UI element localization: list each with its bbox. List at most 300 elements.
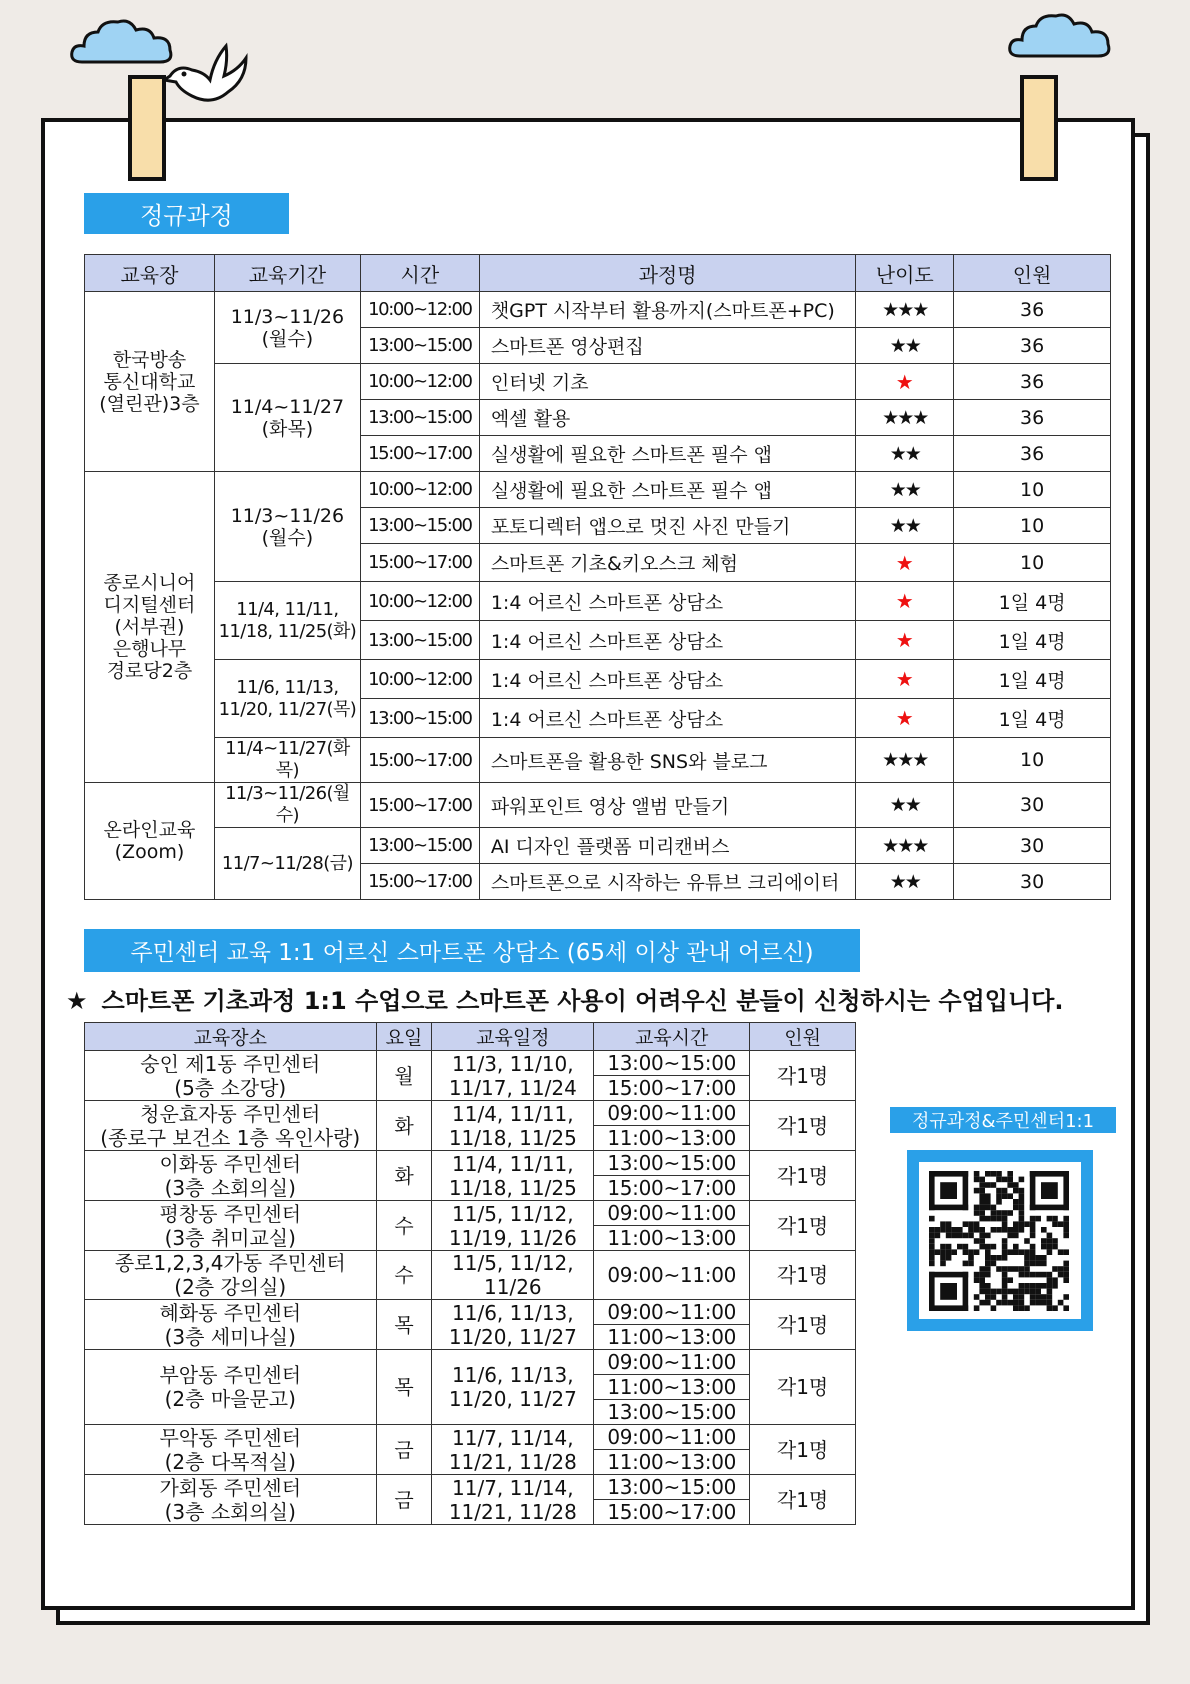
qr-module (1013, 1227, 1019, 1233)
red-star-icon: ★ (895, 706, 914, 730)
people-cell: 36 (954, 400, 1111, 436)
qr-module (946, 1244, 952, 1250)
qr-module (1002, 1294, 1008, 1300)
center-notice-text: 스마트폰 기초과정 1:1 수업으로 스마트폰 사용이 어려우신 분들이 신청하시는 수업입니다. (101, 987, 1064, 1015)
period-cell: 11/3~11/26(월수) (214, 783, 360, 828)
qr-module (1024, 1305, 1030, 1311)
qr-module (1030, 1227, 1036, 1233)
star-rating-icon: ★★ (889, 870, 920, 893)
qr-module (940, 1244, 946, 1250)
qr-module (996, 1255, 1002, 1261)
qr-finder-part (929, 1205, 968, 1211)
qr-module (996, 1177, 1002, 1183)
level-cell (856, 582, 954, 621)
time-cell: 10:00~12:00 (360, 660, 479, 699)
time-cell: 15:00~17:00 (594, 1076, 750, 1101)
dates-cell: 11/3, 11/10, 11/17, 11/24 (432, 1051, 594, 1101)
qr-module (1007, 1289, 1013, 1295)
dates-cell: 11/7, 11/14, 11/21, 11/28 (432, 1425, 594, 1475)
people-cell: 각1명 (750, 1101, 856, 1151)
time-cell: 09:00~11:00 (594, 1425, 750, 1450)
tape-right (1020, 75, 1058, 181)
day-cell: 금 (376, 1425, 432, 1475)
qr-module (979, 1244, 985, 1250)
qr-module (929, 1244, 935, 1250)
qr-finder-part (963, 1171, 969, 1210)
people-cell: 30 (954, 783, 1111, 828)
qr-module (974, 1294, 980, 1300)
qr-module (1013, 1188, 1019, 1194)
qr-module (1035, 1272, 1041, 1278)
qr-module (1007, 1210, 1013, 1216)
table-row (85, 1151, 856, 1176)
venue-cell: 한국방송 통신대학교 (열린관)3층 (85, 292, 215, 472)
period-cell: 11/7~11/28(금) (214, 828, 360, 900)
qr-module (985, 1244, 991, 1250)
qr-module (935, 1233, 941, 1239)
day-cell: 목 (376, 1300, 432, 1350)
qr-module (1030, 1233, 1036, 1239)
level-cell (856, 508, 954, 544)
qr-module (1035, 1294, 1041, 1300)
qr-code-icon[interactable] (919, 1162, 1081, 1319)
star-rating-icon: ★★ (889, 334, 920, 357)
qr-module (979, 1227, 985, 1233)
qr-module (974, 1188, 980, 1194)
col-header-time: 시간 (360, 255, 479, 292)
table-row (85, 1350, 856, 1375)
place-cell: 이화동 주민센터 (3층 소회의실) (85, 1151, 377, 1201)
qr-module (1052, 1283, 1058, 1289)
dates-cell: 11/7, 11/14, 11/21, 11/28 (432, 1475, 594, 1525)
qr-module (1019, 1305, 1025, 1311)
qr-module (991, 1171, 997, 1177)
qr-module (1047, 1216, 1053, 1222)
qr-module (1013, 1289, 1019, 1295)
people-cell: 30 (954, 828, 1111, 864)
level-cell (856, 544, 954, 582)
qr-module (1019, 1266, 1025, 1272)
course-cell: 1:4 어르신 스마트폰 상담소 (479, 699, 855, 738)
qr-module (979, 1272, 985, 1278)
people-cell: 10 (954, 544, 1111, 582)
qr-module (1041, 1244, 1047, 1250)
qr-module (1007, 1266, 1013, 1272)
level-cell (856, 472, 954, 508)
qr-module (979, 1205, 985, 1211)
time-cell: 13:00~15:00 (594, 1475, 750, 1500)
qr-module (929, 1255, 935, 1261)
star-rating-icon: ★★★ (882, 298, 928, 321)
qr-module (1052, 1244, 1058, 1250)
course-cell: 1:4 어르신 스마트폰 상담소 (479, 621, 855, 660)
qr-module (1002, 1272, 1008, 1278)
qr-module (979, 1210, 985, 1216)
qr-module (1019, 1294, 1025, 1300)
star-rating-icon: ★★★ (882, 834, 928, 857)
qr-module (1024, 1249, 1030, 1255)
qr-finder-part (1041, 1182, 1058, 1199)
qr-module (1063, 1294, 1069, 1300)
qr-module (1030, 1261, 1036, 1267)
qr-module (1052, 1266, 1058, 1272)
day-cell: 수 (376, 1251, 432, 1300)
qr-module (1007, 1193, 1013, 1199)
course-cell: 스마트폰을 활용한 SNS와 블로그 (479, 738, 855, 783)
qr-module (1047, 1272, 1053, 1278)
qr-module (1035, 1255, 1041, 1261)
qr-module (1052, 1216, 1058, 1222)
qr-module (1047, 1249, 1053, 1255)
qr-module (985, 1216, 991, 1222)
qr-module (1030, 1272, 1036, 1278)
qr-module (940, 1221, 946, 1227)
time-cell: 10:00~12:00 (360, 582, 479, 621)
qr-module (1047, 1233, 1053, 1239)
time-cell: 15:00~17:00 (594, 1176, 750, 1201)
level-cell (856, 328, 954, 364)
qr-module (1019, 1188, 1025, 1194)
time-cell: 13:00~15:00 (360, 828, 479, 864)
course-cell: 실생활에 필요한 스마트폰 필수 앱 (479, 436, 855, 472)
qr-module (1063, 1272, 1069, 1278)
qr-module (963, 1261, 969, 1267)
qr-module (1063, 1305, 1069, 1311)
qr-module (979, 1193, 985, 1199)
qr-module (963, 1249, 969, 1255)
qr-module (979, 1177, 985, 1183)
qr-module (985, 1255, 991, 1261)
table-row (85, 1251, 856, 1300)
qr-module (1030, 1300, 1036, 1306)
qr-module (1013, 1233, 1019, 1239)
qr-module (979, 1199, 985, 1205)
qr-module (940, 1249, 946, 1255)
time-cell: 15:00~17:00 (360, 544, 479, 582)
qr-module (957, 1227, 963, 1233)
qr-module (963, 1244, 969, 1250)
qr-module (991, 1182, 997, 1188)
table-row (85, 1475, 856, 1500)
level-cell (856, 828, 954, 864)
qr-module (1013, 1300, 1019, 1306)
qr-module (1047, 1289, 1053, 1295)
qr-module (1013, 1294, 1019, 1300)
qr-module (979, 1283, 985, 1289)
table-row (85, 660, 1111, 699)
qr-module (1013, 1182, 1019, 1188)
qr-module (991, 1216, 997, 1222)
qr-module (996, 1289, 1002, 1295)
dates-cell: 11/6, 11/13, 11/20, 11/27 (432, 1300, 594, 1350)
qr-module (1041, 1272, 1047, 1278)
qr-module (1002, 1193, 1008, 1199)
qr-module (1035, 1216, 1041, 1222)
qr-module (974, 1210, 980, 1216)
qr-module (996, 1216, 1002, 1222)
qr-module (1058, 1266, 1064, 1272)
qr-module (991, 1255, 997, 1261)
qr-module (979, 1277, 985, 1283)
qr-module (985, 1171, 991, 1177)
qr-module (940, 1261, 946, 1267)
people-cell: 각1명 (750, 1251, 856, 1300)
qr-module (929, 1238, 935, 1244)
qr-module (1013, 1305, 1019, 1311)
qr-finder-part (1063, 1171, 1069, 1210)
course-cell: AI 디자인 플랫폼 미리캔버스 (479, 828, 855, 864)
qr-module (991, 1294, 997, 1300)
qr-module (1007, 1277, 1013, 1283)
table-row (85, 1425, 856, 1450)
qr-module (1047, 1277, 1053, 1283)
period-cell: 11/4, 11/11, 11/18, 11/25(화) (214, 582, 360, 660)
table-row (85, 1201, 856, 1226)
qr-finder-part (940, 1283, 957, 1300)
qr-module (946, 1221, 952, 1227)
day-cell: 화 (376, 1101, 432, 1151)
people-cell: 각1명 (750, 1051, 856, 1101)
qr-module (1024, 1266, 1030, 1272)
col-header-people: 인원 (954, 255, 1111, 292)
qr-module (1030, 1221, 1036, 1227)
time-cell: 09:00~11:00 (594, 1251, 750, 1300)
qr-module (1030, 1249, 1036, 1255)
day-cell: 수 (376, 1201, 432, 1251)
qr-module (996, 1199, 1002, 1205)
qr-module (1063, 1227, 1069, 1233)
qr-module (1002, 1244, 1008, 1250)
qr-module (991, 1305, 997, 1311)
period-cell: 11/4~11/27(화목) (214, 738, 360, 783)
qr-module (1024, 1283, 1030, 1289)
qr-finder-part (940, 1182, 957, 1199)
qr-module (929, 1233, 935, 1239)
qr-module (991, 1289, 997, 1295)
dates-cell: 11/4, 11/11, 11/18, 11/25 (432, 1101, 594, 1151)
time-cell: 10:00~12:00 (360, 472, 479, 508)
people-cell: 36 (954, 292, 1111, 328)
col-header-course: 과정명 (479, 255, 855, 292)
qr-module (1002, 1277, 1008, 1283)
qr-module (1007, 1233, 1013, 1239)
qr-module (1007, 1171, 1013, 1177)
qr-module (940, 1255, 946, 1261)
qr-module (974, 1272, 980, 1278)
qr-module (1013, 1244, 1019, 1250)
qr-module (1041, 1255, 1047, 1261)
time-cell: 10:00~12:00 (360, 292, 479, 328)
red-star-icon: ★ (895, 369, 914, 394)
venue-cell: 온라인교육 (Zoom) (85, 783, 215, 900)
qr-module (1024, 1238, 1030, 1244)
qr-module (979, 1266, 985, 1272)
star-rating-icon: ★★ (889, 514, 920, 537)
time-cell: 11:00~13:00 (594, 1325, 750, 1350)
day-cell: 금 (376, 1475, 432, 1525)
qr-module (951, 1249, 957, 1255)
qr-module (1002, 1289, 1008, 1295)
qr-module (1041, 1283, 1047, 1289)
qr-module (1063, 1277, 1069, 1283)
qr-module (991, 1210, 997, 1216)
qr-module (996, 1227, 1002, 1233)
qr-module (935, 1227, 941, 1233)
qr-module (1019, 1300, 1025, 1306)
qr-module (991, 1227, 997, 1233)
regular-course-table (84, 254, 1111, 900)
qr-module (1058, 1249, 1064, 1255)
qr-module (1007, 1300, 1013, 1306)
qr-module (996, 1300, 1002, 1306)
time-cell: 11:00~13:00 (594, 1450, 750, 1475)
place-cell: 가회동 주민센터 (3층 소회의실) (85, 1475, 377, 1525)
qr-module (957, 1244, 963, 1250)
time-cell: 09:00~11:00 (594, 1101, 750, 1126)
qr-module (968, 1227, 974, 1233)
dates-cell: 11/5, 11/12, 11/19, 11/26 (432, 1201, 594, 1251)
qr-module (929, 1249, 935, 1255)
time-cell: 11:00~13:00 (594, 1126, 750, 1151)
qr-module (1024, 1272, 1030, 1278)
qr-module (985, 1283, 991, 1289)
qr-module (974, 1227, 980, 1233)
qr-module (979, 1238, 985, 1244)
time-cell: 15:00~17:00 (360, 783, 479, 828)
time-cell: 10:00~12:00 (360, 364, 479, 400)
qr-module (968, 1261, 974, 1267)
qr-module (1041, 1238, 1047, 1244)
qr-module (946, 1255, 952, 1261)
table-row (85, 292, 1111, 328)
qr-module (1002, 1188, 1008, 1194)
people-cell: 10 (954, 472, 1111, 508)
qr-module (985, 1182, 991, 1188)
qr-module (1019, 1193, 1025, 1199)
qr-module (1052, 1277, 1058, 1283)
venue-cell: 종로시니어 디지털센터 (서부권) 은행나무 경로당2층 (85, 472, 215, 783)
qr-module (979, 1216, 985, 1222)
qr-module (1052, 1221, 1058, 1227)
time-cell: 13:00~15:00 (360, 508, 479, 544)
people-cell: 각1명 (750, 1425, 856, 1475)
qr-module (974, 1171, 980, 1177)
qr-module (985, 1261, 991, 1267)
col-header-times: 교육시간 (594, 1023, 750, 1051)
col-header-venue: 교육장 (85, 255, 215, 292)
qr-finder-part (929, 1272, 935, 1311)
qr-module (1052, 1305, 1058, 1311)
dates-cell: 11/4, 11/11, 11/18, 11/25 (432, 1151, 594, 1201)
people-cell: 각1명 (750, 1475, 856, 1525)
qr-module (1047, 1294, 1053, 1300)
qr-module (979, 1182, 985, 1188)
qr-module (1058, 1300, 1064, 1306)
qr-module (979, 1289, 985, 1295)
qr-finder-part (1030, 1171, 1036, 1210)
qr-module (1002, 1216, 1008, 1222)
level-cell (856, 400, 954, 436)
qr-module (963, 1233, 969, 1239)
qr-module (1030, 1244, 1036, 1250)
time-cell: 09:00~11:00 (594, 1350, 750, 1375)
qr-module (985, 1294, 991, 1300)
qr-module (974, 1305, 980, 1311)
level-cell (856, 660, 954, 699)
tape-left (128, 75, 166, 181)
qr-module (1013, 1221, 1019, 1227)
people-cell: 30 (954, 864, 1111, 900)
qr-frame (907, 1150, 1093, 1331)
qr-module (979, 1233, 985, 1239)
qr-module (946, 1249, 952, 1255)
course-cell: 챗GPT 시작부터 활용까지(스마트폰+PC) (479, 292, 855, 328)
qr-module (929, 1216, 935, 1222)
table-header-row (85, 255, 1111, 292)
qr-module (974, 1238, 980, 1244)
col-header-level: 난이도 (856, 255, 954, 292)
day-cell: 목 (376, 1350, 432, 1425)
table-row (85, 828, 1111, 864)
people-cell: 36 (954, 328, 1111, 364)
qr-module (951, 1227, 957, 1233)
qr-module (935, 1249, 941, 1255)
day-cell: 월 (376, 1051, 432, 1101)
qr-module (1047, 1238, 1053, 1244)
qr-finder-part (929, 1305, 968, 1311)
place-cell: 혜화동 주민센터 (3층 세미나실) (85, 1300, 377, 1350)
qr-module (1063, 1261, 1069, 1267)
course-cell: 스마트폰 기초&키오스크 체험 (479, 544, 855, 582)
people-cell: 36 (954, 436, 1111, 472)
qr-module (1013, 1199, 1019, 1205)
time-cell: 11:00~13:00 (594, 1375, 750, 1400)
time-cell: 15:00~17:00 (594, 1500, 750, 1525)
qr-module (957, 1233, 963, 1239)
qr-module (985, 1272, 991, 1278)
qr-finder-part (929, 1272, 968, 1278)
people-cell: 1일 4명 (954, 660, 1111, 699)
qr-module (1030, 1289, 1036, 1295)
qr-module (1002, 1227, 1008, 1233)
qr-module (1013, 1249, 1019, 1255)
qr-module (1019, 1210, 1025, 1216)
place-cell: 종로1,2,3,4가동 주민센터 (2층 강의실) (85, 1251, 377, 1300)
level-cell (856, 783, 954, 828)
star-rating-icon: ★★ (889, 794, 920, 816)
qr-module (940, 1227, 946, 1233)
level-cell (856, 621, 954, 660)
level-cell (856, 864, 954, 900)
period-cell: 11/6, 11/13, 11/20, 11/27(목) (214, 660, 360, 738)
day-cell: 화 (376, 1151, 432, 1201)
table-row (85, 472, 1111, 508)
people-cell: 36 (954, 364, 1111, 400)
qr-module (1019, 1199, 1025, 1205)
people-cell: 각1명 (750, 1151, 856, 1201)
qr-finder-part (963, 1272, 969, 1311)
qr-module (1041, 1300, 1047, 1306)
people-cell: 1일 4명 (954, 699, 1111, 738)
period-cell: 11/3~11/26 (월수) (214, 292, 360, 364)
period-cell: 11/4~11/27 (화목) (214, 364, 360, 472)
qr-module (1024, 1221, 1030, 1227)
place-cell: 부암동 주민센터 (2층 마을문고) (85, 1350, 377, 1425)
level-cell (856, 292, 954, 328)
center-schedule-table (84, 1022, 856, 1525)
level-cell (856, 364, 954, 400)
col-header-place: 교육장소 (85, 1023, 377, 1051)
